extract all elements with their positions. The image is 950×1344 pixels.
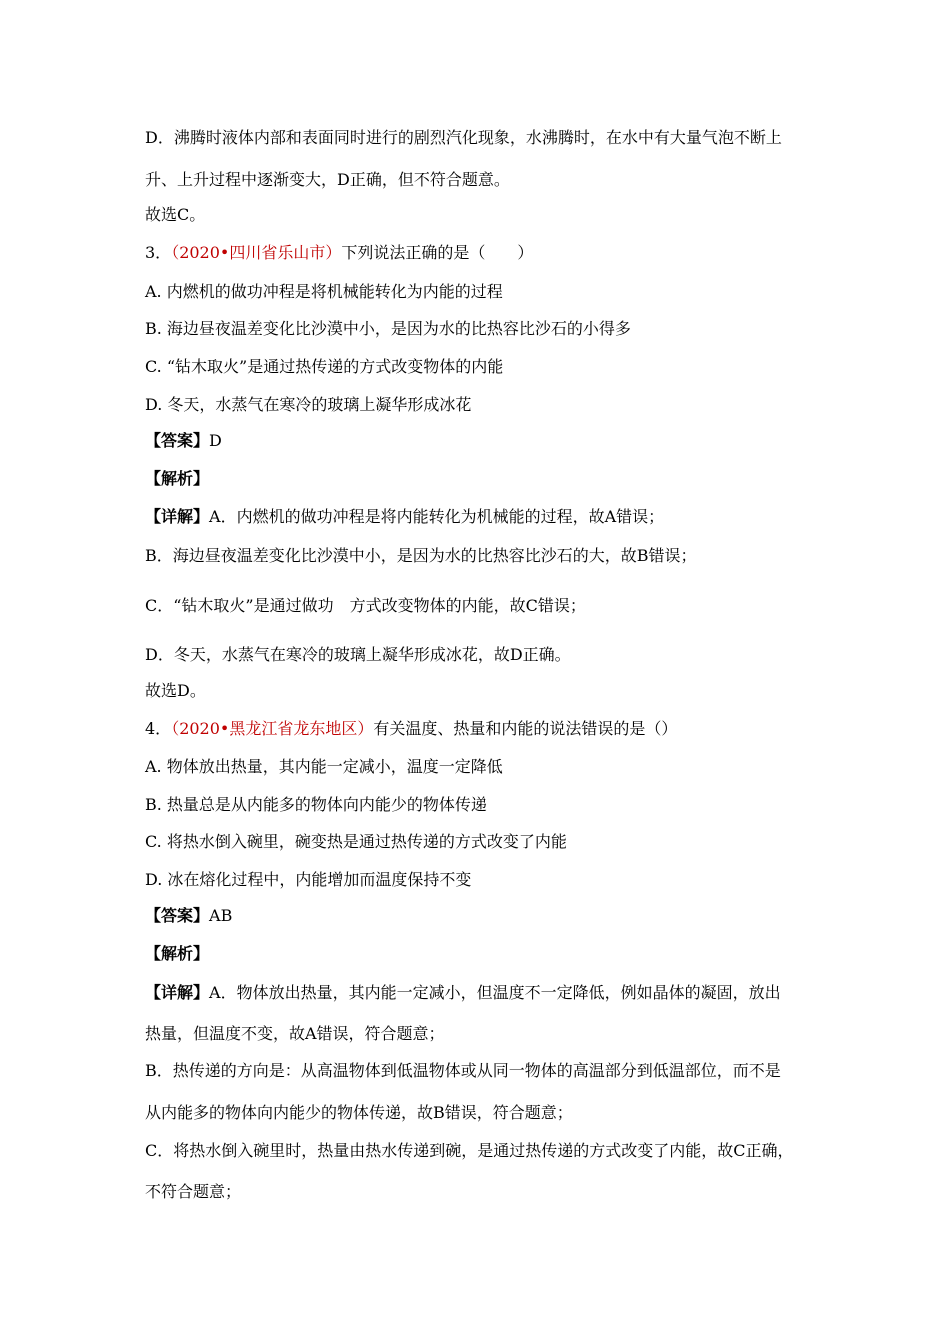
line-text: C. “钻木取火”是通过热传递的方式改变物体的内能 — [145, 357, 504, 376]
text-line — [145, 128, 782, 148]
text-line — [145, 431, 222, 451]
line-text: D．沸腾时液体内部和表面同时进行的剧烈汽化现象，水沸腾时，在水中有大量气泡不断上 — [145, 128, 782, 147]
section-label: 【详解】 — [145, 983, 210, 1002]
text-line — [145, 719, 677, 739]
line-text: B. 热量总是从内能多的物体向内能少的物体传递 — [145, 795, 487, 814]
line-text: B．热传递的方向是：从高温物体到低温物体或从同一物体的高温部分到低温部位，而不是 — [145, 1061, 781, 1080]
text-line — [145, 681, 206, 701]
line-text: A. 物体放出热量，其内能一定减小，温度一定降低 — [145, 757, 503, 776]
line-text: D. 冰在熔化过程中，内能增加而温度保持不变 — [145, 870, 472, 889]
line-text: A. 内燃机的做功冲程是将机械能转化为内能的过程 — [145, 282, 503, 301]
line-text: C．将热水倒入碗里时，热量由热水传递到碗，是通过热传递的方式改变了内能，故C正确， — [145, 1141, 794, 1160]
text-line — [145, 1024, 445, 1044]
section-label: 【答案】 — [145, 906, 210, 925]
text-line — [145, 832, 567, 852]
text-line — [145, 395, 471, 415]
text-line — [145, 906, 232, 926]
text-line — [145, 757, 503, 777]
line-text: 故选D。 — [145, 681, 206, 700]
line-text: C．“钻木取火”是通过做功 方式改变物体的内能，故C错误； — [145, 596, 586, 615]
line-text: B. 海边昼夜温差变化比沙漠中小，是因为水的比热容比沙石的小得多 — [145, 319, 631, 338]
line-text: D．冬天，水蒸气在寒冷的玻璃上凝华形成冰花，故D正确。 — [145, 645, 571, 664]
text-line — [145, 546, 697, 566]
text-line — [145, 205, 205, 225]
text-line — [145, 507, 664, 527]
text-line — [145, 1061, 781, 1081]
text-line — [145, 1141, 794, 1161]
text-line — [145, 243, 533, 263]
line-text: D — [209, 431, 222, 450]
text-line — [145, 944, 209, 964]
question-source: （2020•黑龙江省龙东地区） — [171, 719, 374, 738]
line-text: 故选C。 — [145, 205, 206, 224]
line-text: A．物体放出热量，其内能一定减小，但温度不一定降低，例如晶体的凝固，放出 — [209, 983, 781, 1002]
section-label: 【解析】 — [145, 944, 210, 963]
text-line — [145, 645, 571, 665]
text-line — [145, 1182, 241, 1202]
line-text: 热量，但温度不变，故A错误，符合题意； — [145, 1024, 445, 1043]
line-text: A．内燃机的做功冲程是将内能转化为机械能的过程，故A错误； — [209, 507, 665, 526]
line-text: 下列说法正确的是（ ） — [341, 243, 534, 262]
question-number: 3． — [145, 243, 172, 262]
line-text: 从内能多的物体向内能少的物体传递，故B错误，符合题意； — [145, 1103, 573, 1122]
line-text: B．海边昼夜温差变化比沙漠中小，是因为水的比热容比沙石的大，故B错误； — [145, 546, 697, 565]
line-text: 不符合题意； — [145, 1182, 242, 1201]
text-line — [145, 870, 471, 890]
section-label: 【详解】 — [145, 507, 210, 526]
text-line — [145, 319, 631, 339]
text-line — [145, 170, 510, 190]
question-number: 4． — [145, 719, 172, 738]
text-line — [145, 596, 586, 616]
line-text: C. 将热水倒入碗里，碗变热是通过热传递的方式改变了内能 — [145, 832, 567, 851]
text-line — [145, 983, 781, 1003]
text-line — [145, 795, 487, 815]
line-text: 有关温度、热量和内能的说法错误的是（） — [373, 719, 678, 738]
text-line — [145, 357, 503, 377]
text-line — [145, 1103, 573, 1123]
line-text: D. 冬天，水蒸气在寒冷的玻璃上凝华形成冰花 — [145, 395, 472, 414]
section-label: 【解析】 — [145, 469, 210, 488]
text-line — [145, 469, 209, 489]
section-label: 【答案】 — [145, 431, 210, 450]
text-line — [145, 282, 503, 302]
line-text: AB — [209, 906, 233, 925]
line-text: 升、上升过程中逐渐变大，D正确，但不符合题意。 — [145, 170, 510, 189]
question-source: （2020•四川省乐山市） — [171, 243, 342, 262]
